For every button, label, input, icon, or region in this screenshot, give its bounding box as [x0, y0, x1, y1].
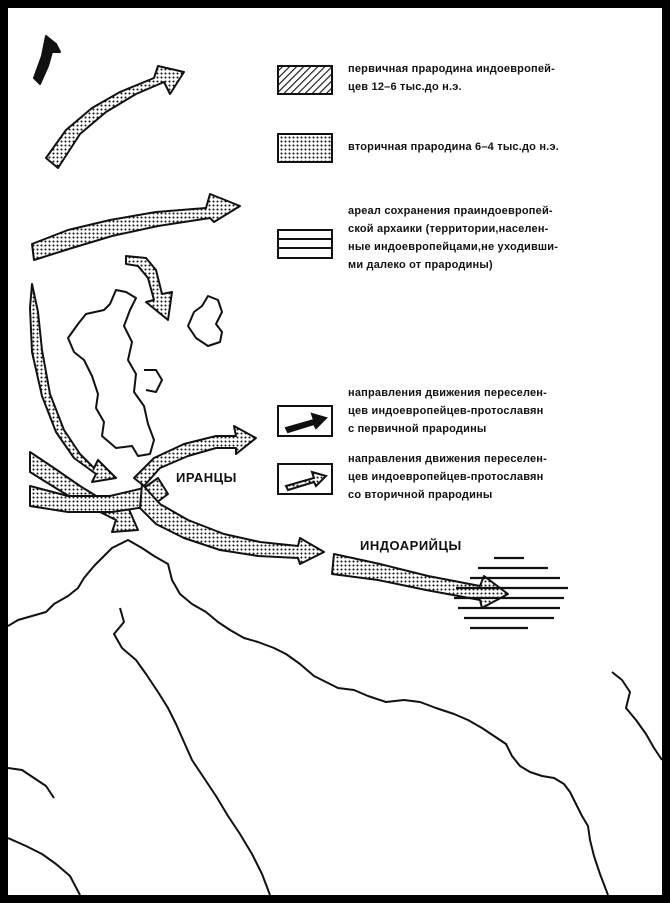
legend-archaic-area: ареал сохранения праиндоевропей- ской архаики (территории,населен- ные индоевропейцами,не уходивши- ми далеко от прародины): [348, 205, 559, 271]
migration-arrow-northeast: [46, 66, 184, 168]
legend-secondary-migration: направления движения переселен- цев индоевропейцев-протославян со вторичной прародины: [348, 453, 548, 501]
migration-arrow-indo-aryans: [332, 554, 508, 608]
legend-primary-homeland: первичная прародина индоевропей- цев 12–6 тыс.до н.э.: [348, 63, 555, 93]
label-indo-aryans: ИНДОАРИЙЦЫ: [360, 538, 462, 553]
legend-secondary-homeland: вторичная прародина 6–4 тыс.до н.э.: [348, 141, 559, 153]
legend-swatch-primary: [278, 66, 332, 94]
legend-swatch-primary-arrow: [278, 406, 332, 436]
caspian-sea-outline: [68, 290, 154, 456]
india-west-coast: [114, 608, 270, 895]
caspian-inner-coast: [144, 370, 162, 392]
legend-swatch-secondary: [278, 134, 332, 162]
migration-arrow-caspian-north: [126, 256, 172, 320]
aral-sea-outline: [188, 296, 222, 346]
migration-arrow-to-india: [140, 484, 324, 564]
arabian-peninsula-coast: [8, 838, 80, 895]
label-iranians: ИРАНЦЫ: [176, 470, 237, 485]
map-frame: [8, 8, 662, 895]
legend-primary-migration: направления движения переселен- цев индоевропейцев-протославян с первичной прародины: [348, 387, 548, 435]
migration-arrow-west-caspian: [30, 284, 116, 482]
north-arrow-small: [34, 36, 60, 84]
south-asia-coastline: [8, 540, 608, 895]
sea-coast-left: [8, 768, 54, 798]
india-east-coast: [612, 672, 662, 760]
legend-swatch-secondary-arrow: [278, 464, 332, 494]
legend-swatch-archaic: [278, 230, 332, 258]
migration-arrow-west: [32, 194, 240, 260]
